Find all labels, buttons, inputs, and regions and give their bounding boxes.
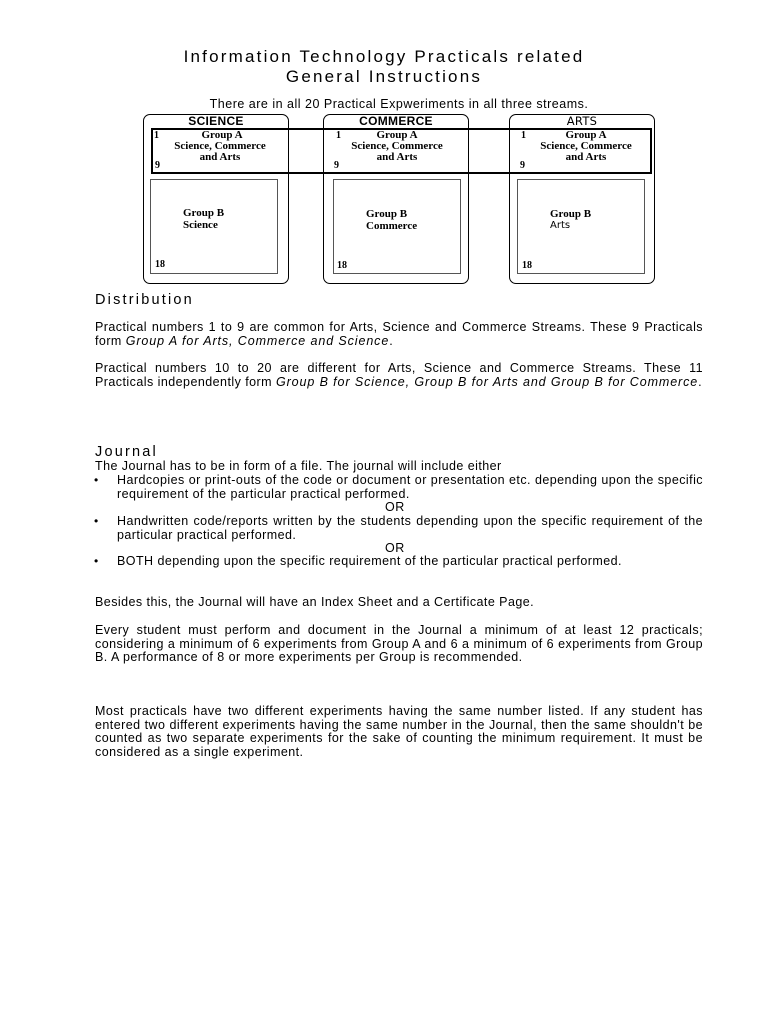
journal-bullet-3 xyxy=(94,554,703,569)
distribution-p2-italic: Group B for Science, Group B for Arts and Group B for Commerce xyxy=(275,374,699,389)
page-title-line-2: General Instructions xyxy=(285,67,483,86)
arts-group-a-line-3: and Arts xyxy=(565,151,607,163)
science-group-a-line-2: Science, Commerce xyxy=(174,140,266,152)
arts-group-a-line-1: Group A xyxy=(565,129,607,141)
science-group-a-start-number: 1 xyxy=(154,130,159,141)
journal-minimum-paragraph: Every student must perform and document in the Journal a minimum of at least 12 practicals; considering a minimum of 6 experiments from Group A and 6 a minimum of 6 experiments from Group B. A performance of 8 or more experiments per Group is recommended. xyxy=(95,623,703,664)
science-group-b-line-2: Science xyxy=(183,219,218,231)
commerce-group-b-line-1: Group B xyxy=(366,208,408,220)
journal-or-1: OR xyxy=(385,500,405,514)
distribution-paragraph-2 xyxy=(95,362,703,389)
science-group-b-label xyxy=(183,207,224,231)
arts-group-b-line-1: Group B xyxy=(550,208,592,220)
arts-stream-label: ARTS xyxy=(566,114,598,128)
commerce-group-a-label xyxy=(332,130,462,174)
distribution-p2-end: . xyxy=(698,374,703,389)
distribution-heading: Distribution xyxy=(95,292,194,308)
distribution-p1-end: . xyxy=(389,333,394,348)
science-group-b-line-1: Group B xyxy=(183,207,225,219)
science-group-b-end-number: 18 xyxy=(155,259,165,270)
arts-group-a-start-number: 1 xyxy=(521,130,526,141)
journal-bullet-2-text: Handwritten code/reports written by the students depending upon the specific requirement of the particular practical performed. xyxy=(117,514,703,542)
bullet-dot-icon: • xyxy=(94,473,99,487)
commerce-group-a-start-number: 1 xyxy=(336,130,341,141)
science-group-a-label xyxy=(152,130,288,174)
science-group-a-end-number: 9 xyxy=(155,160,160,171)
bullet-dot-icon: • xyxy=(94,514,99,528)
commerce-group-b-end-number: 18 xyxy=(337,260,347,271)
commerce-stream-label: COMMERCE xyxy=(359,114,433,128)
journal-or-2: OR xyxy=(385,541,405,555)
commerce-group-b-line-2: Commerce xyxy=(366,220,418,232)
commerce-group-a-line-2: Science, Commerce xyxy=(351,140,443,152)
arts-group-a-end-number: 9 xyxy=(520,160,525,171)
arts-group-b-end-number: 18 xyxy=(522,260,532,271)
science-group-a-line-1: Group A xyxy=(201,129,243,141)
intro-text: There are in all 20 Practical Expweriments in all three streams. xyxy=(209,97,589,111)
arts-group-b-line-2: Arts xyxy=(550,220,571,231)
journal-heading: Journal xyxy=(95,444,158,460)
science-group-a-line-3: and Arts xyxy=(199,151,241,163)
distribution-paragraph-1 xyxy=(95,321,703,348)
commerce-group-b-label xyxy=(366,208,417,232)
distribution-p1-italic: Group A for Arts, Commerce and Science xyxy=(125,333,390,348)
commerce-group-a-line-1: Group A xyxy=(376,129,418,141)
journal-bullet-1 xyxy=(94,473,703,501)
commerce-group-a-end-number: 9 xyxy=(334,160,339,171)
bullet-dot-icon: • xyxy=(94,554,99,568)
commerce-group-a-line-3: and Arts xyxy=(376,151,418,163)
distribution-p1-text: Practical numbers 1 to 9 are common for Arts, Science and Commerce Streams. These 9 Practicals form xyxy=(95,320,703,348)
distribution-p2-text: Practical numbers 10 to 20 are different for Arts, Science and Commerce Streams. These 11 Practicals independently form xyxy=(95,361,703,389)
arts-group-b-label xyxy=(550,208,591,232)
page-title-line-1: Information Technology Practicals related xyxy=(183,47,585,66)
journal-same-number-paragraph: Most practicals have two different experiments having the same number listed. If any student has entered two different experiments having the same number in the Journal, then the same shouldn't be counted as two separate experiments for the sake of counting the minimum requirement. It must be considered as a single experiment. xyxy=(95,704,703,759)
journal-bullet-3-text: BOTH depending upon the specific requirement of the particular practical performed. xyxy=(117,554,622,568)
journal-intro: The Journal has to be in form of a file. The journal will include either xyxy=(95,459,502,473)
arts-group-a-line-2: Science, Commerce xyxy=(540,140,632,152)
journal-bullet-2 xyxy=(94,514,703,542)
journal-index-paragraph: Besides this, the Journal will have an Index Sheet and a Certificate Page. xyxy=(95,595,535,609)
science-stream-label: SCIENCE xyxy=(188,114,244,128)
journal-bullet-1-text: Hardcopies or print-outs of the code or document or presentation etc. depending upon the specific requirement of the particular practical performed. xyxy=(117,473,703,501)
arts-group-a-label xyxy=(520,130,652,174)
